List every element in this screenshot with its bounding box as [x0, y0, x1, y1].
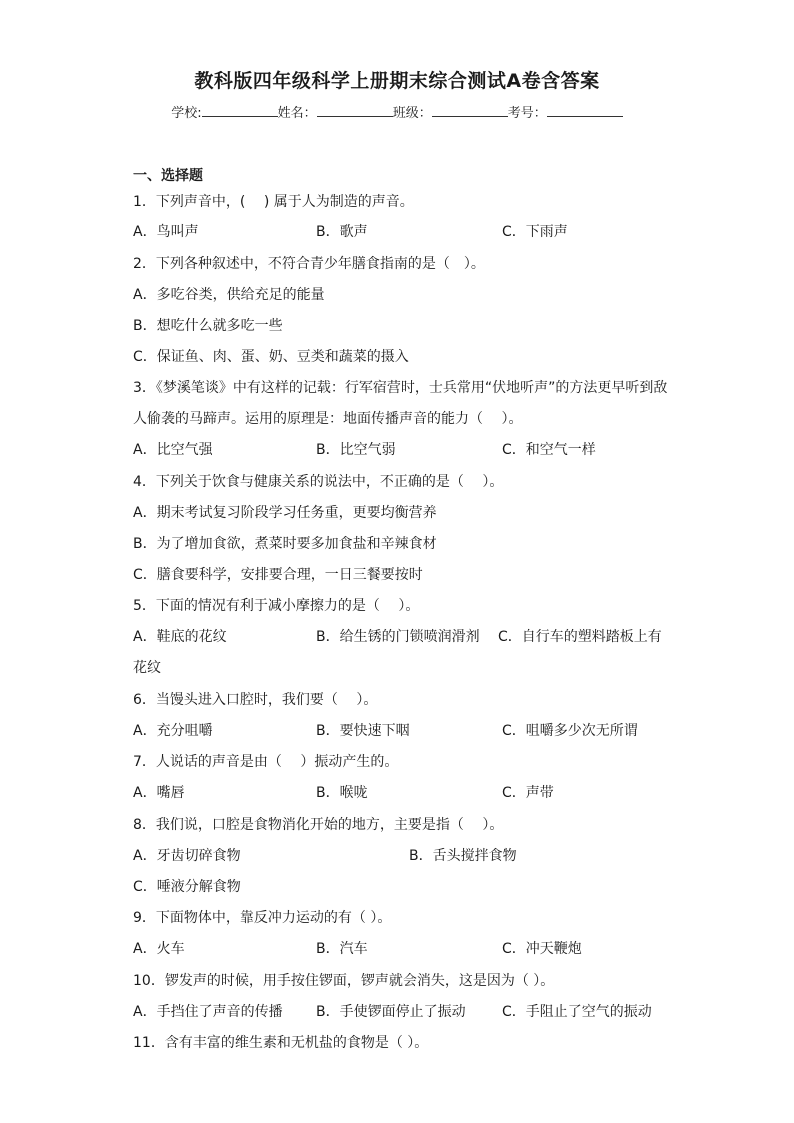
q10-option-c: C．手阻止了空气的振动 [502, 1004, 652, 1020]
student-info-line [0, 102, 794, 121]
q9-option-a: A．火车 [133, 941, 185, 957]
q2-option-c: C．保证鱼、肉、蛋、奶、豆类和蔬菜的摄入 [133, 349, 409, 365]
q4-option-c: C．膳食要科学，安排要合理，一日三餐要按时 [133, 567, 423, 583]
question-10: 10．锣发声的时候，用手按住锣面，锣声就会消失，这是因为（ ）。 [133, 973, 555, 989]
question-5: 5．下面的情况有利于减小摩擦力的是（ ）。 [133, 598, 420, 614]
q10-option-b: B．手使锣面停止了振动 [316, 1004, 466, 1020]
class-label: 班级： [392, 106, 432, 121]
q9-option-b: B．汽车 [316, 941, 368, 957]
question-3: 3．《梦溪笔谈》中有这样的记载：行军宿营时，士兵常用“伏地听声”的方法更早听到敌 [133, 380, 668, 396]
q9-option-c: C．冲天鞭炮 [502, 941, 582, 957]
q2-option-b: B．想吃什么就多吃一些 [133, 318, 283, 334]
school-blank[interactable] [202, 102, 278, 117]
q5-option-b: B．给生锈的门锁喷润滑剂 [316, 629, 480, 645]
q5-option-c-cont: 花纹 [133, 660, 161, 676]
question-11: 11．含有丰富的维生素和无机盐的食物是（ ）。 [133, 1035, 429, 1051]
question-2: 2．下列各种叙述中，不符合青少年膳食指南的是（ ）。 [133, 256, 485, 272]
q6-option-c: C．咀嚼多少次无所谓 [502, 723, 638, 739]
q3-option-c: C．和空气一样 [502, 442, 596, 458]
q1-option-a: A．鸟叫声 [133, 224, 199, 240]
number-blank[interactable] [547, 102, 623, 117]
q6-option-b: B．要快速下咽 [316, 723, 410, 739]
q8-option-b: B．舌头搅拌食物 [409, 848, 517, 864]
name-blank[interactable] [317, 102, 393, 117]
question-1: 1．下列声音中，( ) 属于人为制造的声音。 [133, 194, 414, 210]
question-6: 6．当馒头进入口腔时，我们要（ ）。 [133, 692, 378, 708]
q1-option-c: C．下雨声 [502, 224, 568, 240]
q6-option-a: A．充分咀嚼 [133, 723, 213, 739]
question-3-cont: 人偷袭的马蹄声。运用的原理是：地面传播声音的能力（ ）。 [133, 411, 523, 427]
number-label: 考号： [507, 106, 547, 121]
q2-option-a: A．多吃谷类，供给充足的能量 [133, 287, 325, 303]
section-heading: 一、选择题 [133, 168, 203, 184]
q8-option-c: C．唾液分解食物 [133, 879, 241, 895]
page-title: 教科版四年级科学上册期末综合测试A卷含答案 [194, 70, 600, 92]
q5-option-c: C．自行车的塑料踏板上有 [498, 629, 662, 645]
name-label: 姓名： [277, 106, 317, 121]
q3-option-a: A．比空气强 [133, 442, 213, 458]
class-blank[interactable] [432, 102, 508, 117]
q4-option-a: A．期末考试复习阶段学习任务重，更要均衡营养 [133, 505, 437, 521]
q8-option-a: A．牙齿切碎食物 [133, 848, 241, 864]
q5-option-a: A．鞋底的花纹 [133, 629, 227, 645]
question-7: 7．人说话的声音是由（ ）振动产生的。 [133, 754, 399, 770]
q3-option-b: B．比空气弱 [316, 442, 396, 458]
question-8: 8．我们说，口腔是食物消化开始的地方，主要是指（ ）。 [133, 817, 504, 833]
q1-option-b: B．歌声 [316, 224, 368, 240]
question-4: 4．下列关于饮食与健康关系的说法中，不正确的是（ ）。 [133, 474, 504, 490]
q7-option-c: C．声带 [502, 785, 554, 801]
question-9: 9．下面物体中，靠反冲力运动的有（ ）。 [133, 910, 392, 926]
q10-option-a: A．手挡住了声音的传播 [133, 1004, 283, 1020]
q4-option-b: B．为了增加食欲，煮菜时要多加食盐和辛辣食材 [133, 536, 437, 552]
q7-option-a: A．嘴唇 [133, 785, 185, 801]
school-label: 学校: [171, 106, 202, 121]
q7-option-b: B．喉咙 [316, 785, 368, 801]
